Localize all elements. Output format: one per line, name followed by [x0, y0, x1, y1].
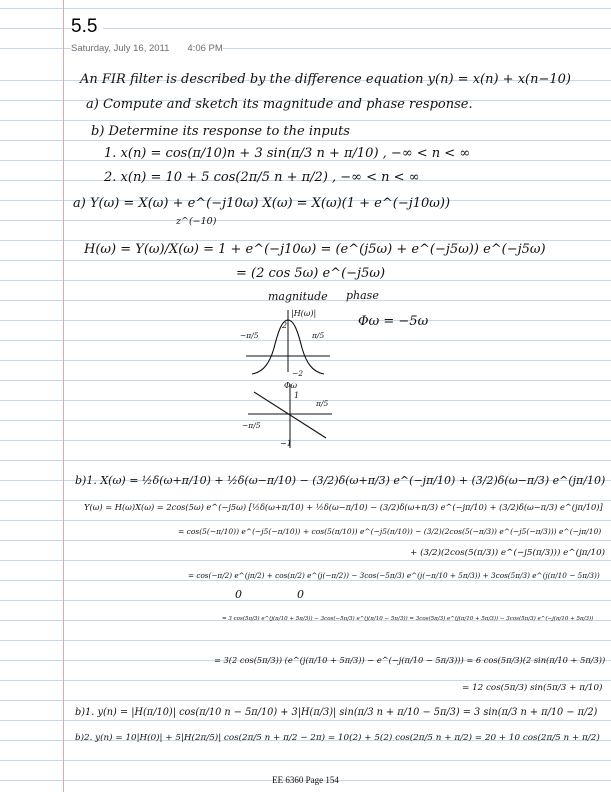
frequency-response: H(ω) = Y(ω)/X(ω) = 1 + e^(−j10ω) = (e^(j5ω) + e^(−j5ω)) e^(−j5ω) — [84, 242, 546, 257]
solution-a-equation: a) Y(ω) = X(ω) + e^(−j10ω) X(ω) = X(ω)(1 + e^(−j10ω)) — [73, 196, 451, 211]
magnitude-bottom-label: −2 — [292, 369, 304, 378]
output-step-3: = 3 cos(5π/3) e^(j(π/10 + 5π/3)) − 3cos(−5π/3) e^(j(π/10 − 5π/3)) = 3cos(5π/3) e^(j(π/10 + 5π/3)) − 3cos(5π/3) e^(−j(π/10 + 5π/3)) — [222, 616, 594, 622]
problem-statement: An FIR filter is described by the difference equation y(n) = x(n) + x(n−10) — [80, 72, 571, 87]
problem-part-b: b) Determine its response to the inputs — [91, 124, 350, 139]
output-step-4: = 3(2 cos(5π/3)) (e^(j(π/10 + 5π/3)) − e^(−j(π/10 − 5π/3))) = 6 cos(5π/3)(2 sin(π/10 + 5π/3)) — [214, 655, 606, 665]
output-step-1: = cos(5(−π/10)) e^(−j5(−π/10)) + cos(5(π/10)) e^(−j5(π/10)) − (3/2)(2cos(5(−π/3)) e^(−j5(−π/3))) e^(−jπ/10) — [178, 527, 602, 536]
problem-part-a: a) Compute and sketch its magnitude and phase response. — [86, 97, 473, 112]
phase-top-tick: 1 — [294, 391, 300, 400]
magnitude-left-tick: −π/5 — [240, 331, 259, 340]
page-title: 5.5 — [71, 16, 103, 38]
answer-b2: b)2. y(n) = 10|H(0)| + 5|H(2π/5)| cos(2π/5 n + π/2 − 2π) = 10(2) + 5(2) cos(2π/5 n + π/2) = 20 + 10 cos(2π/5 n + π/2) — [75, 733, 600, 743]
answer-b1: b)1. y(n) = |H(π/10)| cos(π/10 n − 5π/10) + 3|H(π/3)| sin(π/3 n + π/10 − 5π/3) = 3 sin(π/3 n + π/10 − π/2) — [75, 707, 598, 718]
phase-left-tick: −π/5 — [242, 421, 261, 430]
output-step-1-cont: + (3/2)(2cos(5(π/3)) e^(−j5(π/3))) e^(jπ/10) — [410, 548, 606, 558]
phase-formula: Φω = −5ω — [358, 314, 429, 329]
output-step-2: = cos(−π/2) e^(jπ/2) + cos(π/2) e^(j(−π/2)) − 3cos(−5π/3) e^(j(−π/10 + 5π/3)) + 3cos(5π/3) e^(j(π/10 − 5π/3)) — [188, 571, 600, 580]
notebook-margin-line — [63, 0, 64, 792]
magnitude-plot — [238, 304, 338, 378]
input-spectrum: b)1. X(ω) = ½δ(ω+π/10) + ½δ(ω−π/10) − (3/2)δ(ω+π/3) e^(−jπ/10) + (3/2)δ(ω−π/3) e^(jπ/10) — [75, 474, 606, 487]
phase-y-label: Φω — [284, 381, 298, 390]
magnitude-peak-label: 2 — [282, 321, 288, 330]
magnitude-label: magnitude — [268, 290, 328, 303]
page-timestamp — [71, 43, 223, 54]
page-date: Saturday, July 16, 2011 — [71, 43, 170, 54]
zero-term-1: 0 — [235, 588, 242, 601]
output-step-5: = 12 cos(5π/3) sin(5π/3 + π/10) — [462, 683, 603, 693]
zero-term-2: 0 — [297, 588, 304, 601]
page-time: 4:06 PM — [187, 43, 223, 54]
magnitude-right-tick: π/5 — [312, 331, 325, 340]
magnitude-y-label: |H(ω)| — [291, 309, 317, 318]
phase-right-tick: π/5 — [316, 399, 329, 408]
frequency-response-simplified: = (2 cos 5ω) e^(−j5ω) — [236, 266, 386, 281]
input-2: 2. x(n) = 10 + 5 cos(2π/5 n + π/2) , −∞ < n < ∞ — [104, 170, 420, 185]
z-transform-note: z^(−10) — [176, 216, 217, 227]
phase-plot — [240, 378, 340, 454]
output-spectrum: Y(ω) = H(ω)X(ω) = 2cos(5ω) e^(−j5ω) [½δ(ω+π/10) + ½δ(ω−π/10) − (3/2)δ(ω+π/3) e^(−jπ/10) + (3/2)δ(ω−π/3) e^(jπ/10)] — [84, 502, 603, 512]
phase-label: phase — [346, 289, 379, 302]
page-footer: EE 6360 Page 154 — [272, 775, 339, 785]
phase-bottom-tick: −1 — [280, 439, 292, 448]
input-1: 1. x(n) = cos(π/10)n + 3 sin(π/3 n + π/10) , −∞ < n < ∞ — [104, 146, 471, 161]
